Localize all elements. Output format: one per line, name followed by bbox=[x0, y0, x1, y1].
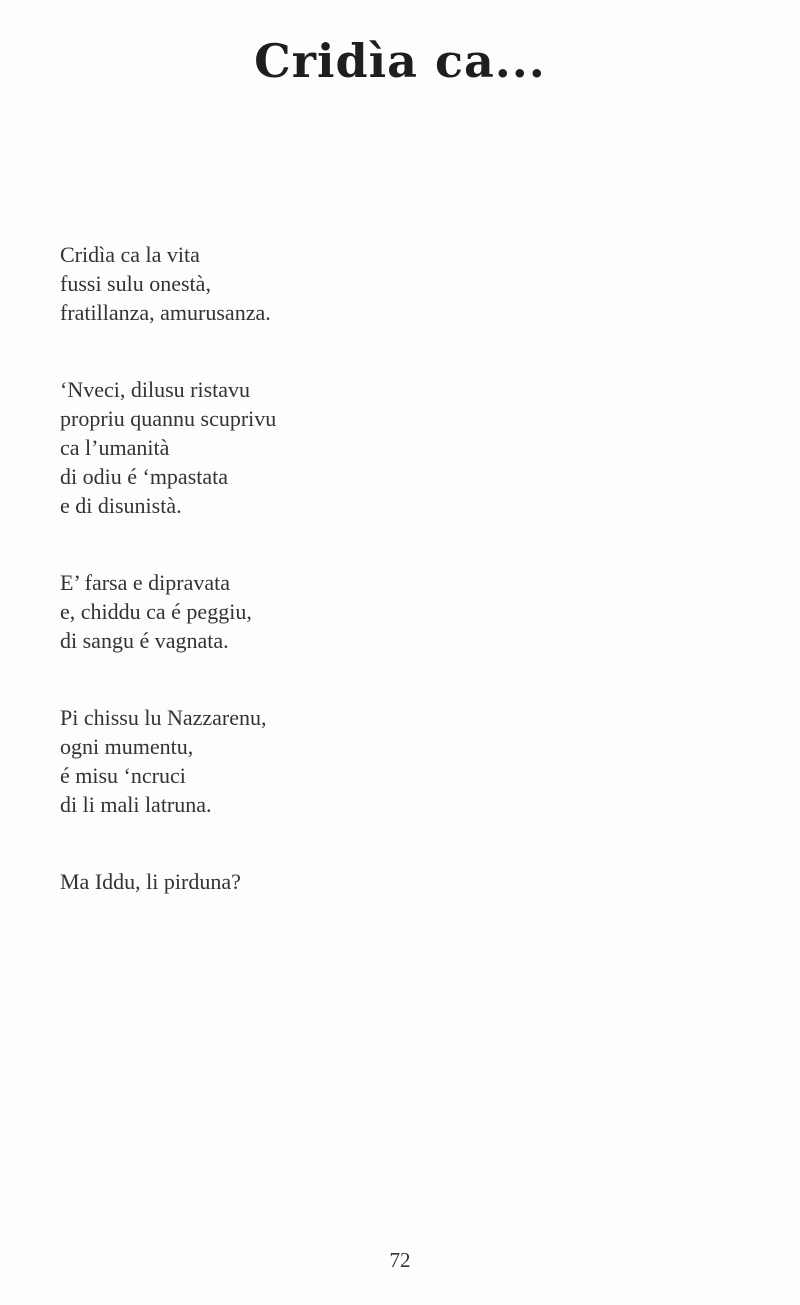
poem-line: ‘Nveci, dilusu ristavu bbox=[60, 377, 251, 402]
stanza-2 bbox=[60, 375, 740, 520]
page-number: 72 bbox=[389, 1248, 411, 1272]
poem-line: propriu quannu scuprivu bbox=[60, 406, 277, 431]
poem-line: e, chiddu ca é peggiu, bbox=[60, 599, 252, 624]
poem-line: Ma Iddu, li pirduna? bbox=[60, 869, 241, 894]
stanza-3 bbox=[60, 568, 740, 655]
stanza-5 bbox=[60, 867, 740, 896]
poem-line: di odiu é ‘mpastata bbox=[60, 464, 229, 489]
poem-body bbox=[60, 240, 740, 944]
poem-line: Cridìa ca la vita bbox=[60, 242, 200, 267]
poem-line: di li mali latruna. bbox=[60, 792, 212, 817]
stanza-1 bbox=[60, 240, 740, 327]
poem-title: Cridìa ca... bbox=[254, 34, 546, 88]
poem-line: ogni mumentu, bbox=[60, 734, 194, 759]
poem-line: E’ farsa e dipravata bbox=[60, 570, 230, 595]
poem-line: é misu ‘ncruci bbox=[60, 763, 186, 788]
poem-line: di sangu é vagnata. bbox=[60, 628, 229, 653]
poem-line: fratillanza, amurusanza. bbox=[60, 300, 271, 325]
stanza-4 bbox=[60, 703, 740, 819]
poem-line: e di disunistà. bbox=[60, 493, 182, 518]
poem-line: ca l’umanità bbox=[60, 435, 170, 460]
poem-line: Pi chissu lu Nazzarenu, bbox=[60, 705, 267, 730]
poem-line: fussi sulu onestà, bbox=[60, 271, 211, 296]
